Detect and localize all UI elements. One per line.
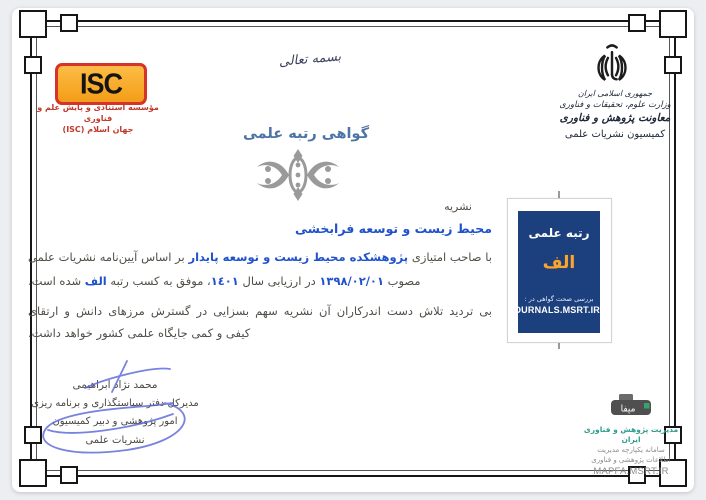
signatory-role-line2: امور پژوهشی و دبیر کمیسیون <box>52 416 178 427</box>
rank-badge-title: رتبه علمی <box>528 226 590 240</box>
mapfa-block <box>575 392 687 478</box>
corner-ornament <box>659 10 687 38</box>
rank-badge-value: الف <box>542 253 576 273</box>
text-segment: در ارزیابی سال <box>238 274 320 288</box>
isc-caption-line2: جهان اسلام (ISC) <box>62 125 134 134</box>
bismillah-calligraphy: بسمه تعالی <box>278 49 342 70</box>
rank-badge-panel <box>507 198 612 343</box>
journal-label: نشریه <box>444 200 472 213</box>
border-square-ornament <box>60 14 78 32</box>
mapfa-subtitle-line1: سامانه یکپارچه مدیریت <box>597 446 665 454</box>
border-square-ornament <box>628 14 646 32</box>
ministry-country: جمهوری اسلامی ایران <box>577 89 653 98</box>
certificate <box>12 8 694 492</box>
paragraph-line <box>28 269 492 293</box>
isc-caption-line1: مؤسسه استنادی و پایش علم و فناوری <box>37 103 159 123</box>
iran-emblem-icon <box>590 42 634 90</box>
ministry-deputy: معاونت پژوهش و فناوری <box>559 112 671 124</box>
mapfa-logo-icon <box>607 392 655 420</box>
paragraph-line <box>28 245 492 269</box>
text-segment: مصوب <box>383 274 421 288</box>
rank-value-inline: الف <box>84 274 107 288</box>
floral-divider-ornament <box>254 148 342 202</box>
signatory-name: محمد نژاد ابراهیمی <box>72 379 158 391</box>
mapfa-title: مدیریت پژوهش و فناوری ایران <box>583 425 679 444</box>
evaluation-year: ١٤٠١ <box>210 274 239 288</box>
certificate-title: گواهی رتبه علمی <box>242 126 370 142</box>
signature-block <box>20 376 210 450</box>
isc-caption <box>27 102 169 135</box>
journal-name: محیط زیست و توسعه فرابخشی <box>294 221 492 236</box>
signatory-role-line1: مدیرکل دفتر سیاستگذاری و برنامه ریزی <box>31 397 199 409</box>
verify-label: بررسی صحت گواهی در : <box>524 295 594 303</box>
ministry-header <box>540 88 690 142</box>
corner-ornament <box>19 10 47 38</box>
approval-date: ١٣٩٨/٠٢/٠١ <box>319 274 384 288</box>
text-segment: با صاحب امتیازی <box>408 250 493 264</box>
isc-logo: ISC <box>55 63 147 105</box>
paragraph-accreditation <box>28 245 492 293</box>
publisher-name: پژوهشکده محیط زیست و توسعه پایدار <box>188 250 409 264</box>
tick-mark <box>558 342 560 349</box>
text-segment: ، موفق به کسب رتبه <box>106 274 211 288</box>
ministry-commission: کمیسیون نشریات علمی <box>564 129 666 140</box>
border-square-ornament <box>664 56 682 74</box>
border-square-ornament <box>24 56 42 74</box>
text-segment: بر اساس آیین‌نامه نشریات علمی <box>28 250 189 264</box>
paragraph-line: کیفی و کمی جایگاه علمی کشور خواهد داشت. <box>28 326 251 340</box>
verify-url: JOURNALS.MSRT.IR <box>508 305 600 315</box>
svg-text:مپفا: مپفا <box>620 404 636 415</box>
mapfa-subtitle-line2: اطلاعات پژوهشی و فناوری <box>591 456 671 464</box>
paragraph-closing <box>28 300 492 344</box>
corner-ornament <box>19 459 47 487</box>
border-square-ornament <box>60 466 78 484</box>
ministry-name: وزارت علوم، تحقیقات و فناوری <box>559 100 671 110</box>
rank-badge <box>508 211 600 333</box>
text-segment: شده است. <box>28 274 85 288</box>
signatory-role-line3: نشریات علمی <box>85 434 145 446</box>
mapfa-url: MAPFA.MSRT.IR <box>593 466 669 477</box>
tick-mark <box>558 191 560 198</box>
paragraph-line: بی تردید تلاش دست اندرکاران آن نشریه سهم بسزایی در گسترش مرزهای دانش و ارتقای <box>28 304 492 318</box>
